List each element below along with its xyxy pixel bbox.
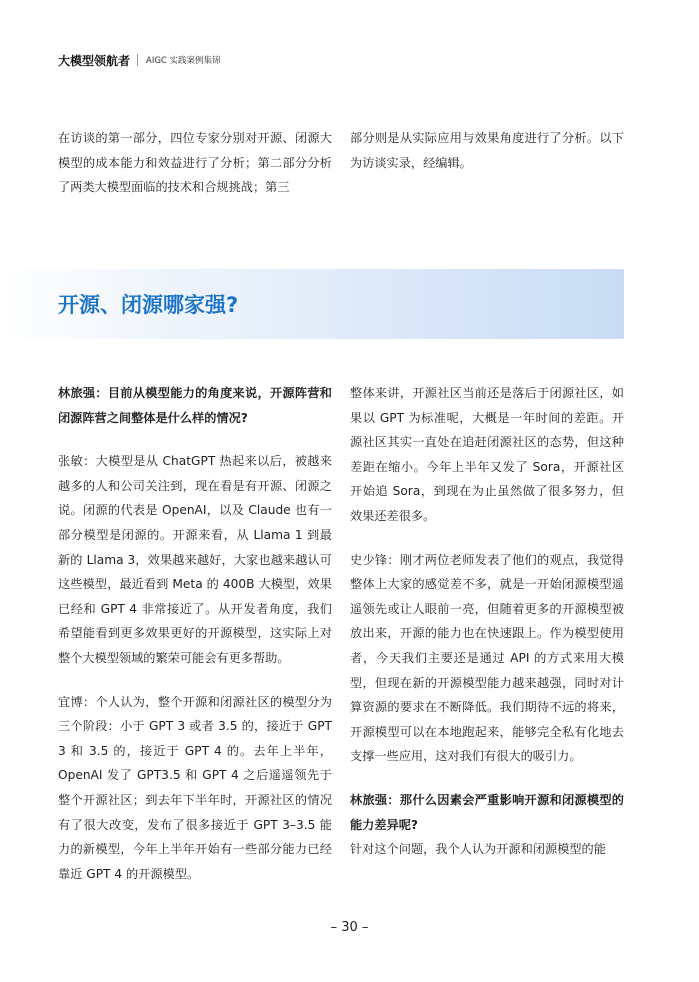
- page-number: – 30 –: [330, 920, 369, 935]
- answer-paragraph-continued: 整体来讲，开源社区当前还是落后于闭源社区，如果以 GPT 为标准呢，大概是一年时间的差距。开源社区其实一直处在追赶闭源社区的态势，但这种差距在缩小。今年上半年又发了 Sora，开源社区开始追 Sora，到现在为止虽然做了很多努力，但效果还差很多。: [350, 386, 624, 523]
- intro-column-right: [350, 126, 624, 175]
- question-paragraph-2: 林旅强：那什么因素会严重影响开源和闭源模型的能力差异呢?: [350, 792, 624, 832]
- header-subtitle: AIGC 实践案例集锦: [146, 56, 221, 66]
- answer-paragraph-yibo: 宜博：个人认为，整个开源和闭源社区的模型分为三个阶段：小于 GPT 3 或者 3.5 的，接近于 GPT 3 和 3.5 的，接近于 GPT 4 的。去年上半年，OpenAI 发了 GPT3.5 和 GPT 4 之后遥遥领先于整个开源社区；到去年下半年时，开源社区的情况有了很大改变，发布了很多接近于 GPT 3–3.5 能力的新模型，今年上半年开始有一些部分能力已经靠近 GPT 4 的开源模型。: [58, 694, 332, 881]
- running-header: [58, 52, 221, 68]
- section-banner: [0, 269, 624, 339]
- intro-column-left: [58, 126, 332, 200]
- intro-paragraph-right: 部分则是从实际应用与效果角度进行了分析。以下为访谈实录，经编辑。: [350, 131, 624, 170]
- intro-paragraph-left: 在访谈的第一部分，四位专家分别对开源、闭源大模型的成本能力和效益进行了分析；第二部分分析了两类大模型面临的技术和合规挑战；第三: [58, 131, 332, 195]
- section-title: 开源、闭源哪家强?: [58, 293, 239, 317]
- body-column-right: [350, 381, 624, 862]
- answer-paragraph-start: 针对这个问题，我个人认为开源和闭源模型的能: [350, 842, 606, 857]
- body-column-left: [58, 381, 332, 886]
- header-brand: 大模型领航者: [58, 53, 131, 68]
- question-paragraph: 林旅强：目前从模型能力的角度来说，开源阵营和闭源阵营之间整体是什么样的情况?: [58, 386, 332, 425]
- answer-paragraph-shishaofeng: 史少锋：刚才两位老师发表了他们的观点，我觉得整体上大家的感觉差不多，就是一开始闭源模型遥遥领先或让人眼前一亮，但随着更多的开源模型被放出来，开源的能力也在快速跟上。作为模型使用者，今天我们主要还是通过 API 的方式来用大模型，但现在新的开源模型能力越来越强，同时对计算资源的要求在不断降低。我们期待不远的将来，开源模型可以在本地跑起来，能够完全私有化地去支撑一些应用，这对我们有很大的吸引力。: [350, 552, 624, 764]
- header-divider: [137, 54, 138, 66]
- answer-paragraph-zhangmin: 张敏：大模型是从 ChatGPT 热起来以后，被越来越多的人和公司关注到，现在看是有开源、闭源之说。闭源的代表是 OpenAI，以及 Claude 也有一部分模型是闭源的。开源来看，从 Llama 1 到最新的 Llama 3，效果越来越好，大家也越来越认可这些模型，最近看到 Meta 的 400B 大模型，效果已经和 GPT 4 非常接近了。从开发者角度，我们希望能看到更多效果更好的开源模型，这实际上对整个大模型领域的繁荣可能会有更多帮助。: [58, 454, 332, 665]
